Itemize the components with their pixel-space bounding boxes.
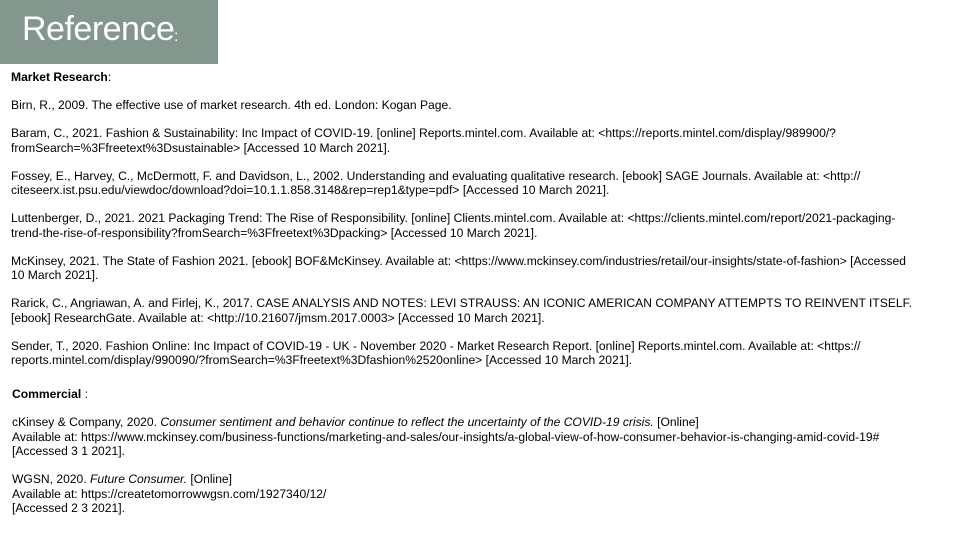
market-research-heading: Market Research <box>11 70 108 84</box>
market-research-heading-colon: : <box>107 70 112 84</box>
reference-text: cKinsey & Company, 2020. <box>12 415 161 429</box>
reference-line: [ebook] ResearchGate. Available at: <http://10.21607/jmsm.2017.0003> [Accessed 10 March 2021]. <box>11 310 545 325</box>
commercial-section <box>12 387 947 516</box>
reference-line: citeseerx.ist.psu.edu/viewdoc/download?doi=10.1.1.858.3148&rep=rep1&type=pdf> [Accessed 10 March 2021]. <box>11 183 610 197</box>
reference-line: Luttenberger, D., 2021. 2021 Packaging Trend: The Rise of Responsibility. [online] Clients.mintel.com. Available at: <https://clients.mintel.com/report/2021-packaging- <box>11 211 896 225</box>
reference-entry <box>11 126 946 155</box>
reference-line: Available at: https://www.mckinsey.com/business-functions/marketing-and-sales/our-insights/a-global-view-of-how-consumer-behavior-is-changing-amid-covid-19# <box>12 429 880 444</box>
reference-text: [Online] <box>186 472 233 486</box>
reference-text: [Online] <box>653 415 699 429</box>
reference-entry <box>11 98 946 113</box>
reference-entry <box>12 415 947 459</box>
slide-title: Reference <box>22 10 175 48</box>
reference-line: Available at: https://createtomorrowwgsn.com/1927340/12/ <box>12 486 327 501</box>
reference-title: Consumer sentiment and behavior continue to reflect the uncertainty of the COVID-19 crisis. <box>160 415 654 429</box>
reference-line: Birn, R., 2009. The effective use of market research. 4th ed. London: Kogan Page. <box>11 98 452 112</box>
market-research-section <box>11 70 946 368</box>
reference-entry <box>11 169 946 198</box>
reference-line: fromSearch=%3Ffreetext%3Dsustainable> [Accessed 10 March 2021]. <box>11 140 391 155</box>
reference-line: Sender, T., 2020. Fashion Online: Inc Impact of COVID-19 - UK - November 2020 - Market Research Report. [online] Reports.mintel.com. Available at: <https:// <box>11 338 861 353</box>
commercial-heading-line <box>12 387 947 402</box>
reference-entry <box>12 472 947 516</box>
reference-line: McKinsey, 2021. The State of Fashion 2021. [ebook] BOF&McKinsey. Available at: <https://www.mckinsey.com/industries/retail/our-insights/state-of-fashion> [Accessed <box>11 253 906 268</box>
reference-entry <box>11 296 946 325</box>
reference-title: Future Consumer. <box>89 472 187 486</box>
reference-line: reports.mintel.com/display/990090/?fromSearch=%3Ffreetext%3Dfashion%2520online> [Accessed 10 March 2021]. <box>11 353 633 367</box>
reference-text: WGSN, 2020. <box>12 472 90 486</box>
reference-line: [Accessed 2 3 2021]. <box>12 501 125 515</box>
commercial-heading: Commercial <box>12 387 82 401</box>
reference-entry <box>11 211 946 240</box>
reference-line: [Accessed 3 1 2021]. <box>12 444 125 458</box>
reference-entry <box>11 339 946 368</box>
market-research-heading-line <box>11 70 946 85</box>
reference-line: Baram, C., 2021. Fashion & Sustainability: Inc Impact of COVID-19. [online] Reports.mintel.com. Available at: <https://reports.mintel.com/display/989900/? <box>11 126 836 140</box>
slide-title-colon: : <box>174 28 179 45</box>
reference-line: trend-the-rise-of-responsibility?fromSearch=%3Ffreetext%3Dpacking> [Accessed 10 March 2021]. <box>11 225 538 240</box>
reference-line: 10 March 2021]. <box>11 268 99 282</box>
commercial-heading-colon: : <box>81 387 88 401</box>
reference-entry <box>11 254 946 283</box>
reference-line: Fossey, E., Harvey, C., McDermott, F. and Davidson, L., 2002. Understanding and evaluating qualitative research. [ebook] SAGE Journals. Available at: <http:// <box>11 168 861 183</box>
reference-line: Rarick, C., Angriawan, A. and Firlej, K., 2017. CASE ANALYSIS AND NOTES: LEVI STRAUSS: AN ICONIC AMERICAN COMPANY ATTEMPTS TO REINVENT ITSELF. <box>11 296 913 310</box>
title-box <box>0 0 218 64</box>
